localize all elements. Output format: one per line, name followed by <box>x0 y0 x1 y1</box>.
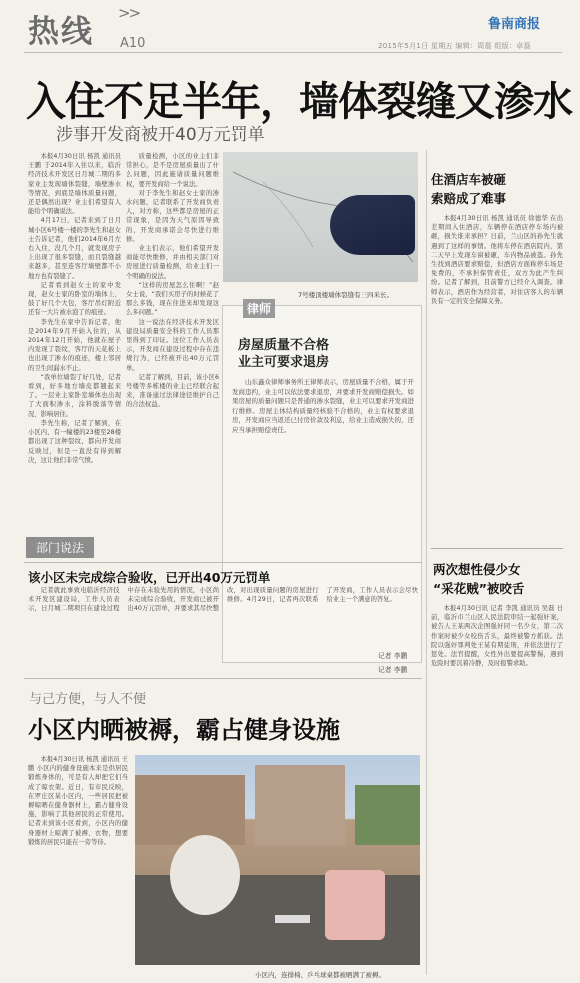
section-arrows: >> <box>118 4 140 22</box>
fitness-photo-caption: 小区内，连排椅、乒乓球桌都被晒满了被褥。 <box>255 971 385 979</box>
assault-story-title: 两次想性侵少女 “采花贼”被咬舌 <box>433 562 525 596</box>
hotel-story-title: 住酒店车被砸 索赔成了难事 <box>431 172 507 206</box>
section3-divider <box>24 678 422 679</box>
lawyer-title: 房屋质量不合格 业主可要求退房 <box>238 338 330 370</box>
dept-story-title: 该小区未完成综合验收，已开出40万元罚单 <box>28 570 271 585</box>
paragraph: 对于李先生和赵女士家的渗水问题，记者联系了开发商负责人，对方称，这些都是房屋的正常现象，是因为天气原因导致的，开发商承诺会尽快进行维修。 <box>126 189 219 243</box>
right-column-rule <box>431 548 563 549</box>
main-subhead: 涉事开发商被开40万元罚单 <box>56 125 265 145</box>
lawyer-byline: 记者 李鹏 <box>378 652 408 660</box>
paragraph: 李先生在家中告诉记者，他是2014年9月开始入住的，从2014年12月开始，他就在屋子内发现了裂纹，客厅的天花板上也出现了渗水的痕迹，楼上邻居的卫生间漏水不止。 <box>28 318 121 372</box>
paragraph: 记者了解到，目前，该小区6号楼等多栋楼的业主已经联合起来，准备通过法律途径维护自己的合法权益。 <box>126 373 219 409</box>
paragraph: 李先生称，记者了解到，在小区内，有一幢楼的23楼至28楼都出现了这种裂纹，都向开发商反映过，但是一直没有得到解决，这让他们非常气愤。 <box>28 419 121 464</box>
photo-hand <box>330 195 415 255</box>
section2-divider <box>24 562 422 563</box>
fitness-photo <box>135 755 420 965</box>
paragraph: 4月17日，记者来到了日月城小区6号楼一楼的李先生和赵女士告诉记者，他们2014年6月左右入住，没几个月，就发现房子上出现了很多裂缝，而且裂缝越来越多，甚至连客厅墙壁都不小地方也有裂缝了。 <box>28 217 121 280</box>
fitness-kicker: 与己方便，与人不便 <box>29 692 147 707</box>
crack-photo-caption: 7号楼顶楼墙体裂缝有三四米长。 <box>298 291 394 299</box>
dept-story-body: 记者就此事致电临沂经济技术开发区建设局，工作人员表示，日月城二期项目在建设过程中存在未验先用的情况，小区尚未完成综合验收，开发商已被开出40万元罚单，并要求其尽快整改，对出现质量问题的房屋进行维修。4月29日，记者再次联系了开发商，工作人员表示会尽快给业主一个满意的答复。 <box>28 587 418 613</box>
dept-byline: 记者 李鹏 <box>378 666 408 674</box>
paragraph: “这样的房屋怎么住啊！”赵女士说，“我们买房子的时候花了那么多钱，现在住进来却发现这么多问题。” <box>126 281 219 317</box>
dept-tag: 部门说法 <box>26 537 94 558</box>
main-story-col2 <box>126 152 219 530</box>
paragraph: “我单位墙裂了好几处，记者看到，好多地方墙皮都翘起来了。一层业主家卧室墙体也出现了大面积渗水，涂料脱落等情况，影响居住。 <box>28 373 121 418</box>
paragraph: 质量检测，小区的业主们非常担心，是不是房屋质量出了什么问题，因此施请质量问题维权，要开发商给一个说法。 <box>126 153 219 188</box>
brand-name: 鲁南商报 <box>488 17 541 32</box>
main-headline: 入住不足半年，墙体裂缝又渗水 <box>26 78 572 125</box>
fitness-story-body: 本报4月30日讯 杨凯 通讯员 王鹏 小区内的健身设施本来是供居民锻炼身体的，可是有人却把它们当成了晾衣架。近日，有市民反映，在罗庄区某小区内，一些居民把被褥晾晒在健身器材上，霸占健身设施，影响了其他居民的正常使用。记者来到该小区看到，小区内的健身器材上晾满了被褥、衣物，想要锻炼的居民只能在一旁等待。 <box>28 756 128 846</box>
hotel-story-body: 本报4月30日讯 杨凯 通讯员 徐德华 在出差期间入住酒店，车辆停在酒店停车场内被砸，损失谁来承担？日前，兰山区的孙先生就遇到了这样的事情。他将车停在酒店院内，第二天早上发现车窗被砸，车内物品被盗。孙先生找到酒店要求赔偿，但酒店方面称停车场是免费的，不承担保管责任，双方为此产生纠纷。记者了解到，目前警方已经介入调查。律师表示，酒店作为经营者，对住店客人的车辆负有一定的安全保障义务。 <box>431 215 563 305</box>
paragraph: 本报4月30日讯 杨凯 通讯员 王鹏 于2014年入住以来，临沂经济技术开发区日月城二期的多家业主发现墙体裂缝，墙壁渗水等情况，到底是墙体质量问题，还是偶然出现？业主们希望有人能给个明确说法。 <box>28 153 121 216</box>
lawyer-tag: 律师 <box>243 299 275 318</box>
right-column-divider <box>426 150 427 975</box>
fitness-story-title: 小区内晒被褥，霸占健身设施 <box>28 715 340 744</box>
fitness-photo-scene <box>135 755 420 965</box>
page-number: A10 <box>120 36 146 51</box>
assault-story-body: 本报4月30日讯 记者 李凯 通讯员 吴磊 日前，临沂市兰山区人民法院审结一起强奸案，被告人王某两次企图强奸同一名少女，第二次作案时被少女咬伤舌头，最终被警方抓获。法院以强奸罪判处王某有期徒刑，并依法进行了惩处。法官提醒，女性外出要提高警惕，遇到危险时要沉着冷静，及时报警求助。 <box>431 605 563 668</box>
paragraph: 记者看到赵女士的家中发现，赵女士家的卧室的墙体上，鼓了好几个大包，客厅吊灯附近还有一大片被水泡了的痕迹。 <box>28 281 121 317</box>
paragraph: 业主们表示，他们希望开发商能尽快维修，并由相关部门对房屋进行质量检测，给业主们一个明确的说法。 <box>126 245 219 280</box>
paragraph: 这一说法在经济技术开发区建设局质量安全科的工作人员那里得到了印证。这位工作人员表示，开发商在建设过程中存在违规行为，已经被开出40万元罚单。 <box>126 318 219 372</box>
header-divider <box>24 52 562 53</box>
main-story-col1 <box>28 152 121 530</box>
section-title: 热线 <box>28 14 94 50</box>
issue-meta: 2015年5月1日 星期五 编辑：周磊 组版：卓磊 <box>378 42 531 50</box>
lawyer-body: 山东鑫众律师事务所王律师表示，房屋质量不合格，属于开发商违约，业主可以依法要求退房，并要求开发商赔偿损失。如果房屋的质量问题只是普通的渗水裂缝，业主可以要求开发商进行维修。房屋主体结构质量经核验不合格的，业主有权要求退房，开发商应当返还已付房价款及利息，给业主造成损失的，还应当承担赔偿责任。 <box>232 378 414 434</box>
